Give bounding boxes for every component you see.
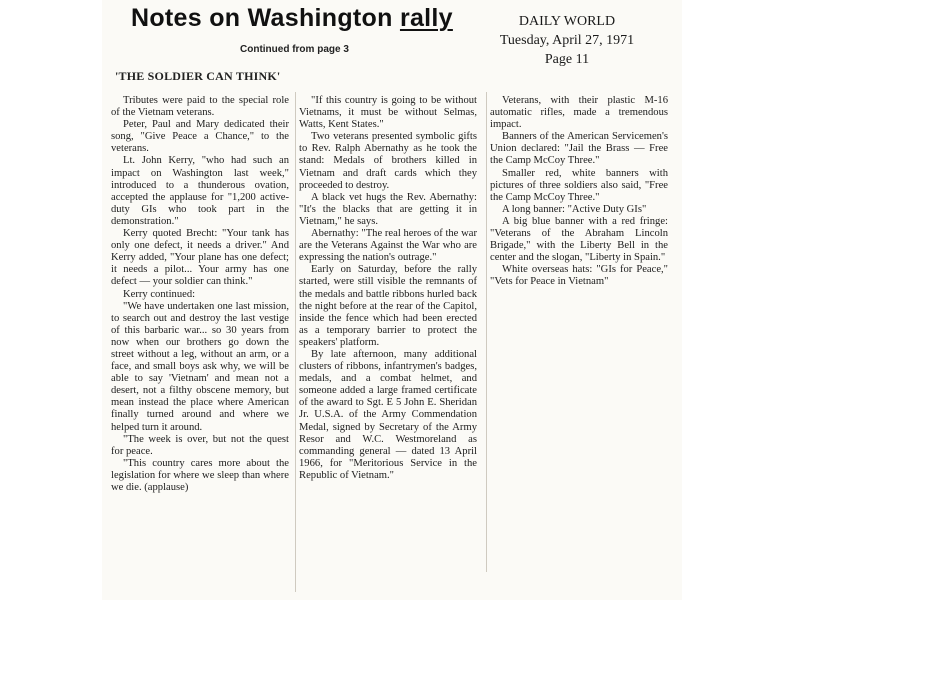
paragraph: Veterans, with their plastic M-16 automatic rifles, made a tremendous impact.	[490, 95, 668, 131]
publication-name: DAILY WORLD	[518, 14, 616, 29]
continued-line: Continued from page 3	[240, 44, 349, 55]
paragraph: "The week is over, but not the quest for peace.	[111, 433, 289, 457]
paragraph: By late afternoon, many additional clusters of ribbons, infantrymen's badges, medals, and a combat helmet, and someone added a large framed certificate of the award to Sgt. E 5 John E. Sheridan Jr. U.S.A. of the Army Commendation Medal, signed by Secretary of the Army Resor and W.C. Westmoreland as commanding general — dated 13 April 1966, for "Meritorious Service in the Republic of Vietnam."	[299, 348, 477, 481]
paragraph: Banners of the American Servicemen's Union declared: "Jail the Brass — Free the Camp McCoy Three."	[490, 131, 668, 167]
paragraph: A black vet hugs the Rev. Abernathy: "It's the blacks that are getting it in Vietnam," he says.	[299, 191, 477, 227]
paragraph: Abernathy: "The real heroes of the war are the Veterans Against the War who are expressing the nation's outrage."	[299, 228, 477, 264]
headline-main: Notes on Washington	[131, 4, 400, 32]
paragraph: Kerry continued:	[123, 288, 196, 300]
subhead: 'THE SOLDIER CAN THINK'	[115, 69, 281, 83]
column-divider	[486, 92, 487, 572]
paragraph: Kerry quoted Brecht: "Your tank has only one defect, it needs a driver." And Kerry added, "Your plane has one defect; it needs a pilot... Your army has one defect — your soldier can think."	[111, 228, 289, 288]
headline-underlined-word: rally	[399, 4, 453, 32]
masthead	[497, 12, 637, 69]
headline	[131, 4, 453, 33]
publication-date: Tuesday, April 27, 1971	[499, 33, 635, 48]
paragraph: Peter, Paul and Mary dedicated their song, "Give Peace a Chance," to the veterans.	[111, 119, 289, 155]
paragraph: A long banner: "Active Duty GIs"	[502, 203, 647, 215]
paragraph: Lt. John Kerry, "who had such an impact on Washington last week," introduced to a thunderous ovation, accepted the applause for "1,200 active-duty GIs who took part in the demonstration."	[111, 155, 289, 227]
paragraph: Early on Saturday, before the rally started, were still visible the remnants of the medals and battle ribbons hurled back the night before at the rear of the Capitol, inside the fence which had been erected as a temporary barrier to protect the speakers' platform.	[299, 264, 477, 348]
paragraph: Smaller red, white banners with pictures of three soldiers also said, "Free the Camp McCoy Three."	[490, 167, 668, 203]
page-number: Page 11	[544, 52, 590, 67]
paragraph: "We have undertaken one last mission, to search out and destroy the last vestige of this barbaric war... so 30 years from now when our brothers go down the street without a leg, without an arm, or a face, and small boys ask why, we will be able to say 'Vietnam' and mean not a desert, not a filthy obscene memory, but mean instead the place where American finally turned around and where we helped turn it around.	[111, 300, 289, 433]
paragraph: "If this country is going to be without Vietnams, it must be without Selmas, Watts, Kent States."	[299, 95, 477, 131]
article-column-1	[111, 95, 289, 494]
paragraph: "This country cares more about the legislation for where we sleep than where we die. (applause)	[111, 457, 289, 493]
paragraph: Two veterans presented symbolic gifts to Rev. Ralph Abernathy as he took the stand: Medals of brothers killed in Vietnam and draft cards which they proceeded to destroy.	[299, 131, 477, 191]
paragraph: Tributes were paid to the special role of the Vietnam veterans.	[111, 95, 289, 119]
column-divider	[295, 92, 296, 592]
article-column-3	[490, 95, 668, 289]
paragraph: White overseas hats: "GIs for Peace," "Vets for Peace in Vietnam"	[490, 264, 668, 288]
paragraph: A big blue banner with a red fringe: "Veterans of the Abraham Lincoln Brigade," with the Liberty Bell in the center and the slogan, "Liberty in Spain."	[490, 215, 668, 264]
article-column-2	[299, 95, 477, 482]
